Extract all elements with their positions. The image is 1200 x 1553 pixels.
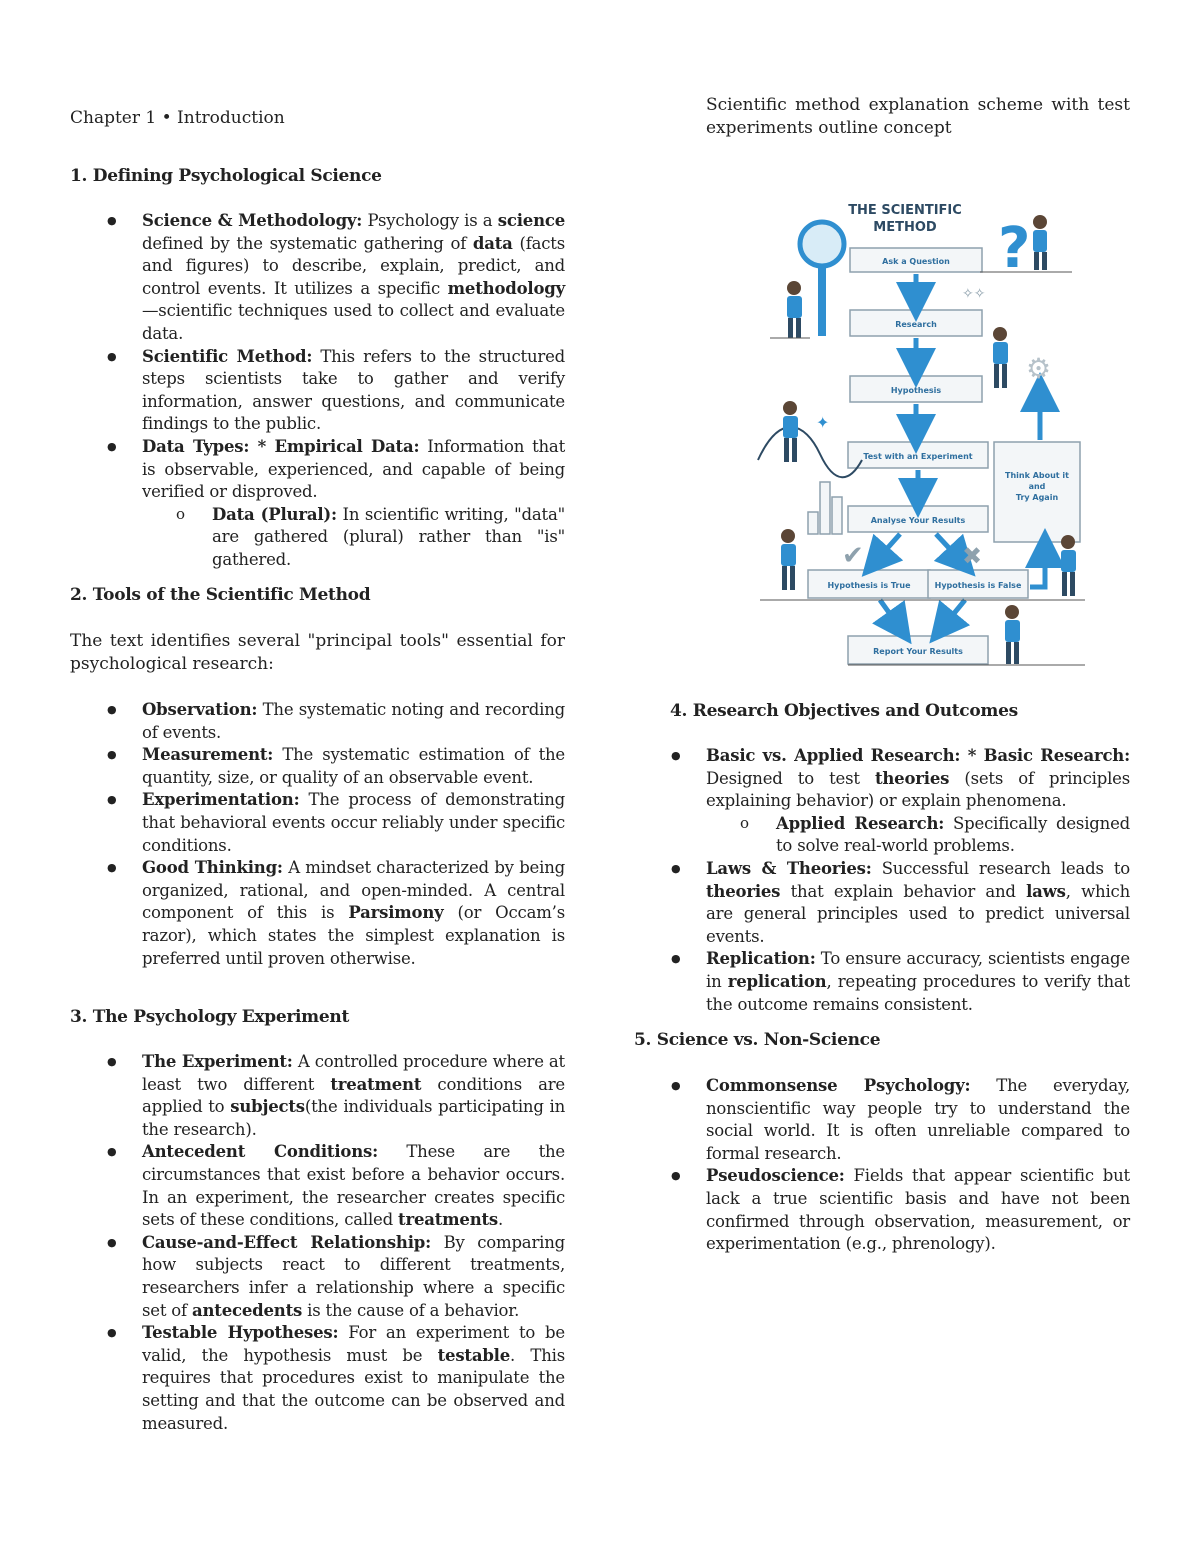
list-item: ● Science & Methodology: Psychology is a science defined by the systematic gathering of data (facts and figures) to describe, explain, predict, and control events. It utilizes a specific methodology—scientific techniques used to collect and evaluate data.: [70, 210, 565, 346]
person-icon: [993, 327, 1008, 388]
list-item: ● Scientific Method: This refers to the structured steps scientists take to gather and verify information, answer questions, and communicate findings to the public.: [70, 346, 565, 436]
person-icon: [783, 401, 798, 462]
section-1-heading: 1. Defining Psychological Science: [70, 166, 382, 186]
wave-icon: [758, 427, 862, 477]
loop-text-1: Think About it: [1005, 471, 1069, 480]
step-hypothesis-true: Hypothesis is True: [827, 581, 911, 590]
section-5-heading: 5. Science vs. Non-Science: [634, 1030, 881, 1050]
list-item: o Data (Plural): In scientific writing, "data" are gathered (plural) rather than "is" gathered.: [70, 504, 565, 572]
step-report-results: Report Your Results: [873, 647, 963, 656]
diagram-title-2: METHOD: [873, 220, 937, 235]
gear-icon: ⚙: [1026, 352, 1052, 385]
person-icon: [787, 281, 802, 338]
check-icon: ✔: [842, 541, 864, 571]
step-ask-question: Ask a Question: [882, 257, 950, 266]
list-item: o Applied Research: Specifically designed to solve real-world problems.: [634, 813, 1130, 858]
sparkle-icon: ✧✧: [962, 286, 986, 302]
list-item: ● Good Thinking: A mindset characterized by being organized, rational, and open-minded. A central component of this is Parsimony (or Occam’s razor), which states the simplest explanation is preferred until proven otherwise.: [70, 857, 565, 970]
section-2-intro: The text identifies several "principal tools" essential for psychological research:: [70, 631, 565, 674]
diagram-title-1: THE SCIENTIFIC: [848, 203, 962, 218]
image-caption: Scientific method explanation scheme with test experiments outline concept: [706, 95, 1130, 138]
list-item: ● Basic vs. Applied Research: * Basic Research: Designed to test theories (sets of principles explaining behavior) or explain phenomena.: [634, 745, 1130, 813]
person-icon: [781, 529, 796, 590]
loop-text-3: Try Again: [1015, 493, 1059, 502]
list-item: ● Cause-and-Effect Relationship: By comparing how subjects react to different treatments, researchers infer a relationship where a specific set of antecedents is the cause of a behavior.: [70, 1232, 565, 1322]
step-test-experiment: Test with an Experiment: [863, 452, 973, 461]
step-hypothesis-false: Hypothesis is False: [934, 581, 1022, 590]
person-icon: [1061, 535, 1076, 596]
person-icon: [1005, 605, 1020, 664]
list-item: ● Commonsense Psychology: The everyday, nonscientific way people try to understand the social world. It is often unreliable compared to formal research.: [634, 1075, 1130, 1165]
cross-icon: ✖: [962, 542, 983, 570]
list-item: ● Pseudoscience: Fields that appear scientific but lack a true scientific basis and have not been confirmed through observation, measurement, or experimentation (e.g., phrenology).: [634, 1165, 1130, 1255]
list-item: ● The Experiment: A controlled procedure where at least two different treatment conditions are applied to subjects(the individuals participating in the research).: [70, 1051, 565, 1141]
list-item: ● Measurement: The systematic estimation of the quantity, size, or quality of an observable event.: [70, 744, 565, 789]
list-item: ● Experimentation: The process of demonstrating that behavioral events occur reliably under specific conditions.: [70, 789, 565, 857]
person-icon: [1033, 215, 1047, 270]
section-4-list: [634, 745, 1130, 1016]
section-3-heading: 3. The Psychology Experiment: [70, 1007, 349, 1027]
question-mark-icon: ?: [998, 216, 1031, 281]
bar-graph-icon: [808, 482, 842, 534]
list-item: ● Replication: To ensure accuracy, scientists engage in replication, repeating procedures to verify that the outcome remains consistent.: [634, 948, 1130, 1016]
step-hypothesis: Hypothesis: [890, 386, 942, 395]
section-3-list: [70, 1051, 565, 1435]
list-item: ● Laws & Theories: Successful research leads to theories that explain behavior and laws, which are general principles used to predict universal events.: [634, 858, 1130, 948]
step-analyse-results: Analyse Your Results: [870, 516, 966, 525]
scientific-method-diagram: [750, 192, 1090, 672]
list-item: ● Observation: The systematic noting and recording of events.: [70, 699, 565, 744]
loop-text-2: and: [1028, 482, 1046, 491]
page-title: Chapter 1 • Introduction: [70, 108, 285, 128]
step-research: Research: [895, 320, 937, 329]
list-item: ● Testable Hypotheses: For an experiment to be valid, the hypothesis must be testable. This requires that procedures exist to manipulate the setting and that the outcome can be observed and measured.: [70, 1322, 565, 1435]
section-4-heading: 4. Research Objectives and Outcomes: [670, 701, 1018, 721]
section-1-list: [70, 210, 565, 572]
section-2-heading: 2. Tools of the Scientific Method: [70, 585, 371, 605]
section-2-list: [70, 699, 565, 970]
section-5-list: [634, 1075, 1130, 1256]
magnifier-icon: [800, 222, 844, 336]
list-item: ● Antecedent Conditions: These are the circumstances that exist before a behavior occurs. In an experiment, the researcher creates specific sets of these conditions, called treatments.: [70, 1141, 565, 1231]
sparkle-icon: ✦: [816, 413, 830, 432]
list-item: ● Data Types: * Empirical Data: Information that is observable, experienced, and capable of being verified or disproved.: [70, 436, 565, 504]
